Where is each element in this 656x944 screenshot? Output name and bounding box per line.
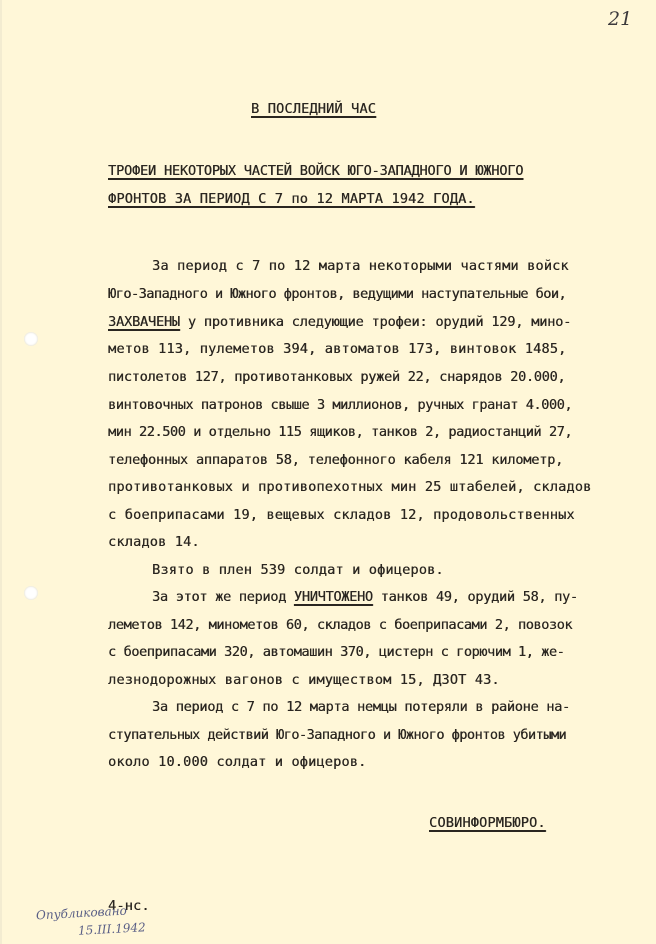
- body-line: [152, 589, 578, 605]
- handwritten-note-line-1: Опубликовано: [35, 903, 128, 923]
- emphasis-captured: ЗАХВАЧЕНЫ: [108, 314, 180, 330]
- body-line: складов 14.: [108, 534, 200, 550]
- body-line: За период с 7 по 12 марта немцы потеряли в районе на-: [152, 699, 570, 715]
- emphasis-destroyed: УНИЧТОЖЕНО: [293, 589, 373, 605]
- subheading-line-2: ФРОНТОВ ЗА ПЕРИОД С 7 по 12 МАРТА 1942 ГОДА.: [108, 191, 475, 207]
- body-line: около 10.000 солдат и офицеров.: [108, 754, 367, 770]
- body-line: леметов 142, минометов 60, складов с боеприпасами 2, повозок: [108, 617, 573, 633]
- subheading-line-1: ТРОФЕИ НЕКОТОРЫХ ЧАСТЕЙ ВОЙСК ЮГО-ЗАПАДНОГО И ЮЖНОГО: [108, 163, 524, 179]
- body-line: винтовочных патронов свыше 3 миллионов, ручных гранат 4.000,: [108, 397, 573, 413]
- body-line: противотанковых и противопехотных мин 25 штабелей, складов: [108, 479, 592, 495]
- body-line: с боеприпасами 19, вещевых складов 12, продовольственных: [108, 507, 575, 523]
- body-line: мин 22.500 и отдельно 115 ящиков, танков 2, радиостанций 27,: [108, 424, 573, 440]
- body-line: с боеприпасами 320, автомашин 370, цистерн с горючим 1, же-: [108, 644, 565, 660]
- body-line: метов 113, пулеметов 394, автоматов 173, винтовок 1485,: [108, 341, 567, 357]
- body-line: телефонных аппаратов 58, телефонного кабеля 121 километр,: [108, 452, 564, 468]
- punch-hole-bottom: [24, 586, 38, 600]
- body-line: пистолетов 127, противотанковых ружей 22, снарядов 20.000,: [108, 369, 566, 385]
- heading: В ПОСЛЕДНИЙ ЧАС: [251, 101, 377, 117]
- body-line: ступательных действий Юго-Западного и Южного фронтов убитыми: [108, 727, 567, 743]
- body-line: [108, 314, 571, 330]
- body-text: у противника следующие трофеи: орудий 129, мино-: [179, 314, 572, 330]
- handwritten-note-line-2: 15.III.1942: [77, 920, 146, 938]
- body-text: За этот же период: [152, 589, 294, 605]
- body-text: танков 49, орудий 58, пу-: [372, 589, 578, 605]
- body-line: За период с 7 по 12 марта некоторыми частями войск: [152, 258, 569, 274]
- signature: СОВИНФОРМБЮРО.: [429, 815, 546, 831]
- body-line: Взято в плен 539 солдат и офицеров.: [152, 562, 444, 578]
- body-line: Юго-Западного и Южного фронтов, ведущими наступательные бои,: [108, 286, 567, 302]
- body-line: лезнодорожных вагонов с имуществом 15, ДЗОТ 43.: [108, 672, 500, 688]
- page-number: 21: [608, 8, 633, 30]
- footer-code: 4-нс.: [108, 898, 150, 914]
- punch-hole-top: [24, 332, 38, 346]
